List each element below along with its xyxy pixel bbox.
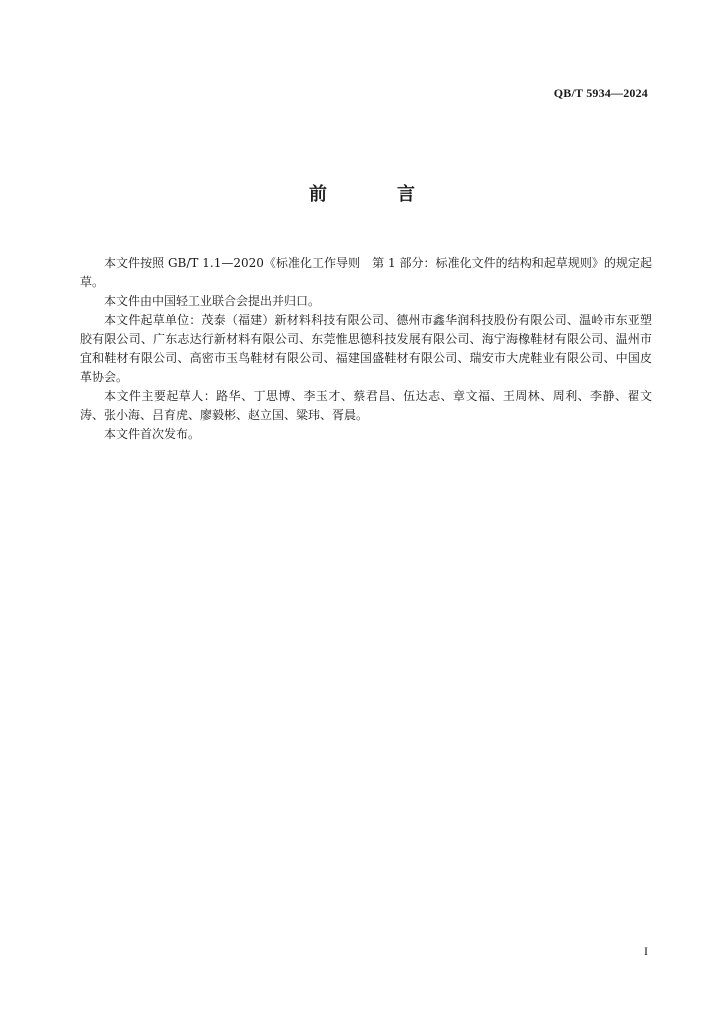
preface-title: 前 言 [309,184,441,205]
paragraph-drafting-rules: 本文件按照 GB/T 1.1—2020《标准化工作导则 第 1 部分：标准化文件的结构和起草规则》的规定起草。 [80,256,652,289]
preface-body [80,254,652,444]
paragraph-first-release: 本文件首次发布。 [104,427,201,441]
standard-code: QB/T 5934—2024 [553,86,648,100]
paragraph-drafters: 本文件主要起草人：路华、丁思博、李玉才、蔡君昌、伍达志、章文福、王周林、周利、李静、翟文涛、张小海、吕育虎、廖毅彬、赵立国、粱玮、胥晨。 [80,389,652,422]
paragraph-proposer: 本文件由中国轻工业联合会提出并归口。 [104,294,321,308]
page-number: I [644,944,648,958]
paragraph-drafting-units: 本文件起草单位：茂泰（福建）新材料科技有限公司、德州市鑫华润科技股份有限公司、温岭市东亚塑胶有限公司、广东志达行新材料有限公司、东莞惟思德科技发展有限公司、海宁海橡鞋材有限公司、温州市宜和鞋材有限公司、高密市玉鸟鞋材有限公司、福建国盛鞋材有限公司、瑞安市大虎鞋业有限公司、中国皮革协会。 [80,313,652,384]
